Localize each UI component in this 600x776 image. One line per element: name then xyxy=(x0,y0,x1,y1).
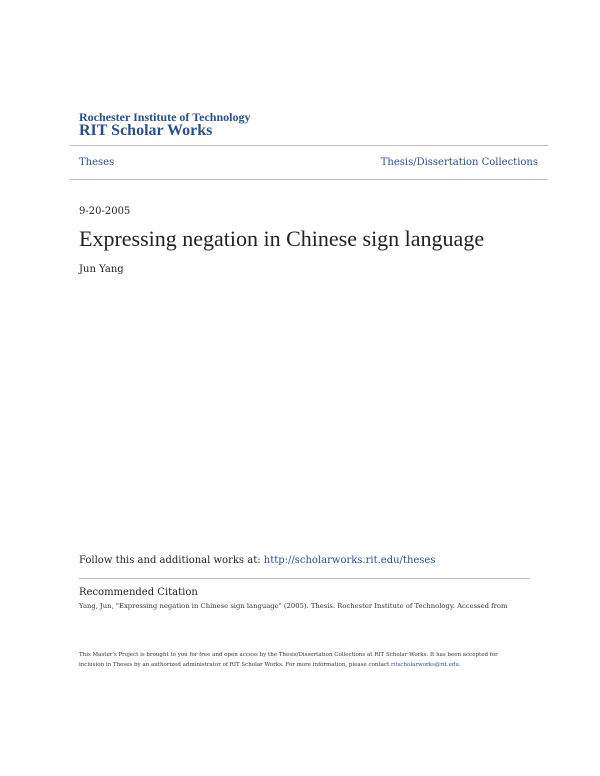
theses-link[interactable]: Theses xyxy=(79,157,115,168)
publication-date: 9-20-2005 xyxy=(79,206,131,217)
author-name: Jun Yang xyxy=(79,264,124,275)
institution-name: Rochester Institute of Technology xyxy=(79,110,251,124)
access-notice xyxy=(79,650,524,670)
citation-divider xyxy=(79,578,530,579)
follow-prefix: Follow this and additional works at: xyxy=(79,555,264,566)
top-divider xyxy=(70,145,548,146)
citation-heading: Recommended Citation xyxy=(79,587,198,598)
contact-email-link[interactable]: ritscholarworks@rit.edu xyxy=(390,662,459,668)
follow-line xyxy=(79,555,435,566)
notice-suffix: . xyxy=(458,662,461,668)
repository-name[interactable]: RIT Scholar Works xyxy=(79,122,213,139)
nav-divider xyxy=(70,179,548,180)
theses-url-link[interactable]: http://scholarworks.rit.edu/theses xyxy=(263,555,436,566)
notice-text: This Master's Project is brought to you for free and open access by the Thesis/Dissertation Collections at RIT Scholar Works. It has been accepted for inclusion in Theses by an authorized administrator of RIT Scholar Works. For more information, please contact xyxy=(79,652,498,668)
citation-text: Yang, Jun, "Expressing negation in Chinese sign language" (2005). Thesis. Rochester Institute of Technology. Accessed from xyxy=(79,602,508,610)
document-title: Expressing negation in Chinese sign language xyxy=(79,226,485,251)
collections-link[interactable]: Thesis/Dissertation Collections xyxy=(380,157,538,168)
